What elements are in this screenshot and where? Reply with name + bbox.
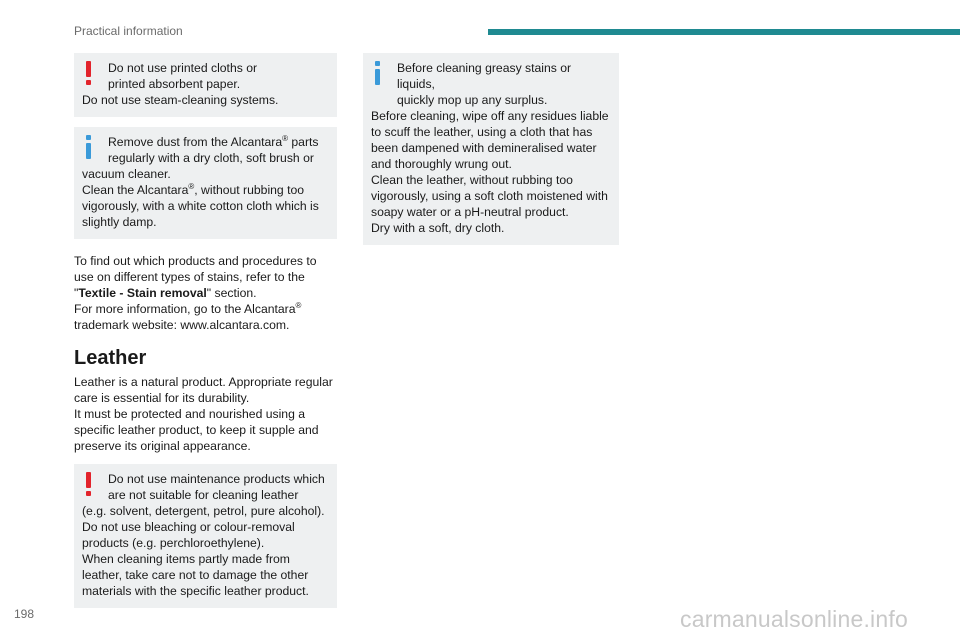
info-text-line: Remove dust from the Alcantara® parts (108, 133, 319, 149)
warning-text-line: printed absorbent paper. (108, 77, 241, 91)
info-text-line: vacuum cleaner. (82, 167, 171, 181)
page-header-title: Practical information (74, 24, 183, 38)
stain-removal-paragraph: To find out which products and procedures to use on different types of stains, refer to the "Textile - Stain removal" section. For more information, go to the Alcantara® trademark website: www.alcantara.com. (74, 253, 337, 333)
info-icon (374, 61, 381, 85)
warning-box-cloths (74, 53, 337, 117)
watermark-text: carmanualsonline.info (680, 606, 908, 632)
header-accent-bar (488, 29, 960, 35)
info-text-line: regularly with a dry cloth, soft brush or (108, 151, 314, 165)
middle-column (363, 53, 619, 255)
info-text-line: Clean the Alcantara®, without rubbing too (82, 181, 305, 197)
warning-text-line: Do not use printed cloths or (108, 61, 258, 75)
info-box-leather-cleaning: Before cleaning greasy stains or liquids, quickly mop up any surplus. Before cleaning, wipe off any residues liable to scuff the leather, using a cloth that has been dampened with demineralised water and thoroughly wrung out. Clean the leather, without rubbing too vigorously, using a soft cloth moistened with soapy water or a pH-neutral product. Dry with a soft, dry cloth. (363, 53, 619, 245)
info-box-alcantara (74, 127, 337, 239)
stain-removal-reference: "Textile - Stain removal" section. (74, 286, 257, 300)
section-heading-leather: Leather (74, 347, 147, 369)
warning-box-leather-products: Do not use maintenance products which are not suitable for cleaning leather (e.g. solvent, detergent, petrol, pure alcohol). Do not use bleaching or colour-removal products (e.g. perchloroethylene). When cleaning items partly made from leather, take care not to damage the other materials with the specific leather product. (74, 464, 337, 608)
warning-text-line: Do not use steam-cleaning systems. (82, 93, 279, 107)
info-text-line: vigorously, with a white cotton cloth which is (82, 199, 319, 213)
page-number: 198 (14, 607, 35, 621)
warning-exclamation-icon (85, 61, 92, 85)
warning-exclamation-icon (85, 472, 92, 496)
alcantara-website-text: trademark website: www.alcantara.com. (74, 318, 290, 332)
left-column (74, 53, 337, 618)
info-text-line: slightly damp. (82, 215, 157, 229)
info-icon (85, 135, 92, 159)
leather-intro-paragraph: Leather is a natural product. Appropriate regular care is essential for its durability. It must be protected and nourished using a specific leather product, to keep it supple and preserve its original appearance. (74, 375, 333, 453)
